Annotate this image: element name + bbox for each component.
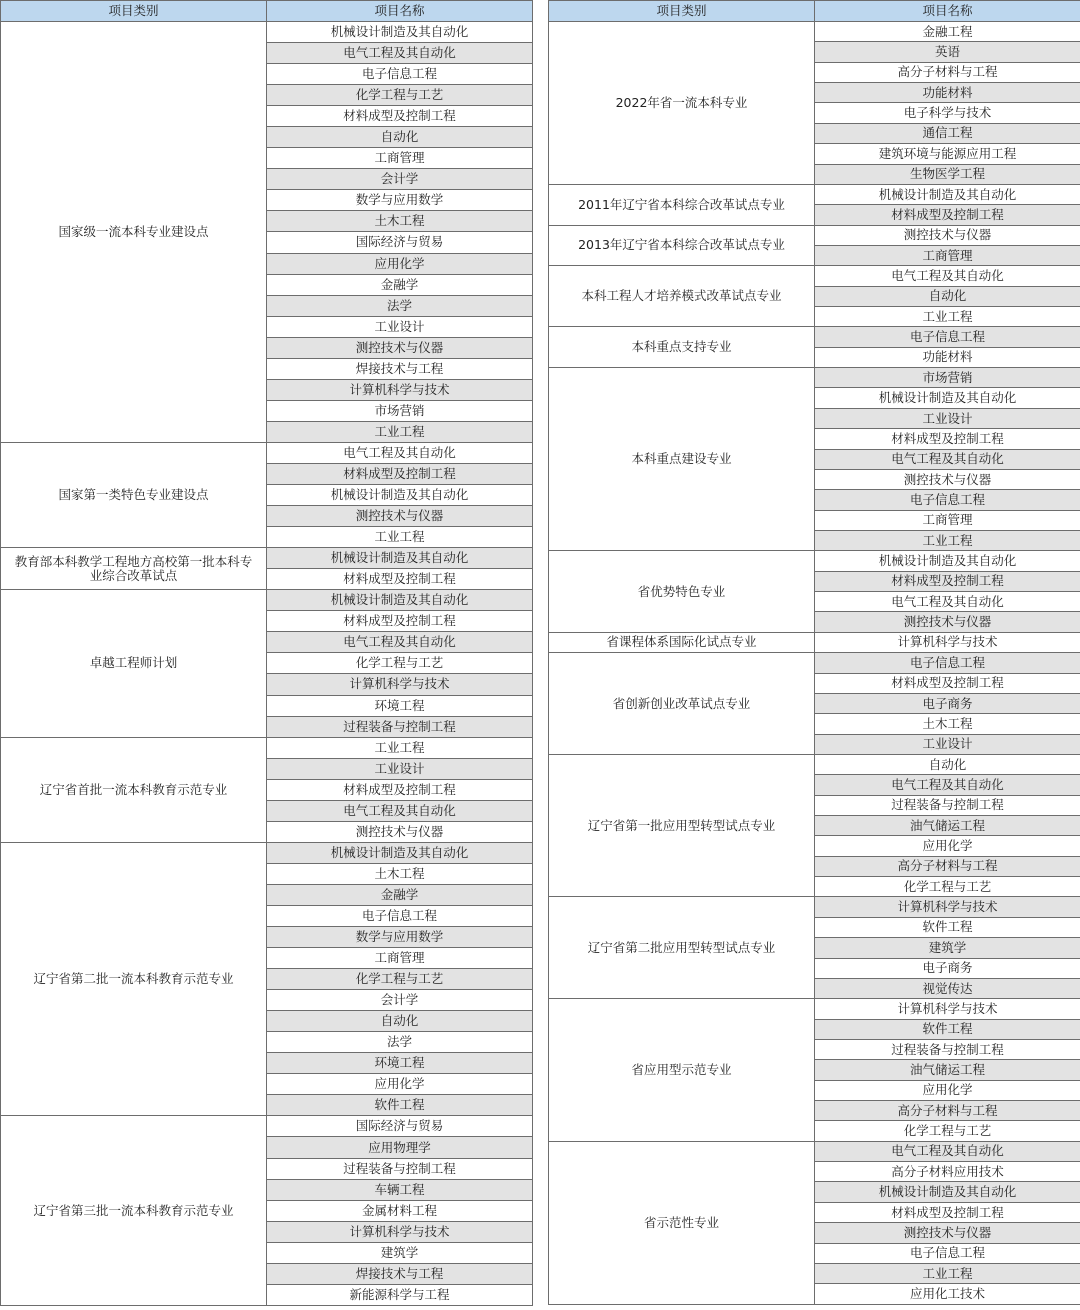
major-name-cell: 国际经济与贸易: [267, 1116, 533, 1137]
major-name-cell: 自动化: [815, 286, 1080, 306]
column-header-name: 项目名称: [815, 1, 1080, 22]
major-name-cell: 法学: [267, 295, 533, 316]
major-name-cell: 测控技术与仪器: [267, 506, 533, 527]
category-cell: 卓越工程师计划: [1, 590, 267, 737]
table-row: [1, 590, 533, 611]
major-name-cell: 工业设计: [267, 758, 533, 779]
table-row: [1, 842, 533, 863]
column-header-name: 项目名称: [267, 1, 533, 22]
major-name-cell: 工业工程: [267, 737, 533, 758]
major-name-cell: 工业设计: [815, 734, 1080, 754]
major-name-cell: 工商管理: [267, 948, 533, 969]
table-row: [549, 266, 1080, 286]
table-row: [549, 225, 1080, 245]
table-row: [549, 184, 1080, 204]
major-name-cell: 化学工程与工艺: [267, 85, 533, 106]
major-name-cell: 应用化学: [267, 1074, 533, 1095]
major-name-cell: 市场营销: [815, 368, 1080, 388]
major-name-cell: 金属材料工程: [267, 1200, 533, 1221]
header-row: [549, 1, 1080, 22]
category-cell: 省示范性专业: [549, 1141, 815, 1304]
major-name-cell: 电气工程及其自动化: [267, 632, 533, 653]
major-name-cell: 工业设计: [815, 408, 1080, 428]
category-cell: 省应用型示范专业: [549, 999, 815, 1142]
major-name-cell: 高分子材料应用技术: [815, 1162, 1080, 1182]
major-name-cell: 建筑学: [815, 938, 1080, 958]
major-name-cell: 电气工程及其自动化: [815, 775, 1080, 795]
major-name-cell: 数学与应用数学: [267, 190, 533, 211]
category-cell: 省创新创业改革试点专业: [549, 653, 815, 755]
major-name-cell: 环境工程: [267, 695, 533, 716]
major-name-cell: 机械设计制造及其自动化: [267, 842, 533, 863]
major-name-cell: 机械设计制造及其自动化: [815, 551, 1080, 571]
major-name-cell: 测控技术与仪器: [815, 1223, 1080, 1243]
header-row: [1, 1, 533, 22]
major-name-cell: 材料成型及控制工程: [815, 205, 1080, 225]
major-name-cell: 计算机科学与技术: [815, 999, 1080, 1019]
major-name-cell: 机械设计制造及其自动化: [815, 388, 1080, 408]
major-name-cell: 测控技术与仪器: [815, 225, 1080, 245]
major-name-cell: 计算机科学与技术: [267, 1221, 533, 1242]
major-name-cell: 视觉传达: [815, 978, 1080, 998]
major-name-cell: 工业工程: [815, 1263, 1080, 1283]
major-name-cell: 工业设计: [267, 316, 533, 337]
major-name-cell: 化学工程与工艺: [267, 653, 533, 674]
major-name-cell: 建筑环境与能源应用工程: [815, 144, 1080, 164]
table-row: [549, 754, 1080, 774]
category-cell: 国家第一类特色专业建设点: [1, 442, 267, 547]
major-name-cell: 测控技术与仪器: [267, 337, 533, 358]
major-name-cell: 应用物理学: [267, 1137, 533, 1158]
major-name-cell: 过程装备与控制工程: [267, 716, 533, 737]
major-name-cell: 电子科学与技术: [815, 103, 1080, 123]
major-name-cell: 材料成型及控制工程: [815, 673, 1080, 693]
major-name-cell: 工业工程: [267, 421, 533, 442]
major-name-cell: 机械设计制造及其自动化: [267, 590, 533, 611]
major-name-cell: 焊接技术与工程: [267, 1263, 533, 1284]
major-name-cell: 土木工程: [815, 714, 1080, 734]
table-row: [1, 1116, 533, 1137]
major-name-cell: 土木工程: [267, 863, 533, 884]
major-name-cell: 过程装备与控制工程: [815, 1039, 1080, 1059]
category-cell: 2022年省一流本科专业: [549, 22, 815, 185]
major-name-cell: 工商管理: [815, 245, 1080, 265]
major-name-cell: 材料成型及控制工程: [815, 429, 1080, 449]
category-cell: 辽宁省第二批应用型转型试点专业: [549, 897, 815, 999]
table-row: [1, 22, 533, 43]
major-name-cell: 高分子材料与工程: [815, 856, 1080, 876]
major-name-cell: 电子信息工程: [815, 1243, 1080, 1263]
major-name-cell: 环境工程: [267, 1053, 533, 1074]
major-name-cell: 软件工程: [815, 917, 1080, 937]
major-name-cell: 数学与应用数学: [267, 927, 533, 948]
table-row: [549, 327, 1080, 347]
major-name-cell: 化学工程与工艺: [815, 877, 1080, 897]
category-cell: 本科重点支持专业: [549, 327, 815, 368]
major-name-cell: 化学工程与工艺: [815, 1121, 1080, 1141]
major-name-cell: 电气工程及其自动化: [815, 449, 1080, 469]
major-name-cell: 自动化: [267, 1011, 533, 1032]
major-name-cell: 电子信息工程: [815, 327, 1080, 347]
major-name-cell: 土木工程: [267, 211, 533, 232]
major-name-cell: 应用化学: [267, 253, 533, 274]
table-row: [549, 22, 1080, 42]
category-cell: 2013年辽宁省本科综合改革试点专业: [549, 225, 815, 266]
major-name-cell: 电气工程及其自动化: [815, 592, 1080, 612]
table-row: [1, 737, 533, 758]
major-name-cell: 化学工程与工艺: [267, 969, 533, 990]
major-name-cell: 高分子材料与工程: [815, 62, 1080, 82]
column-header-category: 项目类别: [1, 1, 267, 22]
major-name-cell: 电气工程及其自动化: [267, 800, 533, 821]
major-name-cell: 过程装备与控制工程: [815, 795, 1080, 815]
table-row: [549, 653, 1080, 673]
major-name-cell: 工业工程: [815, 307, 1080, 327]
table-row: [549, 1141, 1080, 1161]
major-name-cell: 电子商务: [815, 958, 1080, 978]
table-row: [549, 368, 1080, 388]
category-cell: 辽宁省第三批一流本科教育示范专业: [1, 1116, 267, 1305]
category-cell: 辽宁省首批一流本科教育示范专业: [1, 737, 267, 842]
major-name-cell: 国际经济与贸易: [267, 232, 533, 253]
left-table-body: [1, 22, 533, 1306]
major-name-cell: 电气工程及其自动化: [815, 1141, 1080, 1161]
major-name-cell: 机械设计制造及其自动化: [815, 1182, 1080, 1202]
major-name-cell: 电子信息工程: [267, 905, 533, 926]
major-name-cell: 高分子材料与工程: [815, 1101, 1080, 1121]
major-name-cell: 计算机科学与技术: [815, 632, 1080, 652]
major-name-cell: 机械设计制造及其自动化: [267, 548, 533, 569]
major-name-cell: 新能源科学与工程: [267, 1284, 533, 1305]
major-name-cell: 机械设计制造及其自动化: [267, 22, 533, 43]
table-row: [549, 999, 1080, 1019]
major-name-cell: 材料成型及控制工程: [267, 569, 533, 590]
column-header-category: 项目类别: [549, 1, 815, 22]
major-name-cell: 功能材料: [815, 83, 1080, 103]
category-cell: 本科工程人才培养模式改革试点专业: [549, 266, 815, 327]
major-name-cell: 电气工程及其自动化: [267, 442, 533, 463]
major-name-cell: 软件工程: [815, 1019, 1080, 1039]
table-row: [1, 548, 533, 569]
major-name-cell: 建筑学: [267, 1242, 533, 1263]
major-name-cell: 应用化学: [815, 836, 1080, 856]
major-name-cell: 电子信息工程: [815, 490, 1080, 510]
major-name-cell: 材料成型及控制工程: [815, 1202, 1080, 1222]
major-name-cell: 材料成型及控制工程: [267, 106, 533, 127]
major-name-cell: 机械设计制造及其自动化: [815, 184, 1080, 204]
major-name-cell: 工业工程: [815, 530, 1080, 550]
major-name-cell: 自动化: [267, 127, 533, 148]
category-cell: 省课程体系国际化试点专业: [549, 632, 815, 652]
major-name-cell: 法学: [267, 1032, 533, 1053]
major-name-cell: 测控技术与仪器: [815, 612, 1080, 632]
right-majors-table: [548, 0, 1080, 1305]
major-name-cell: 自动化: [815, 754, 1080, 774]
table-row: [549, 632, 1080, 652]
major-name-cell: 电子商务: [815, 693, 1080, 713]
major-name-cell: 材料成型及控制工程: [815, 571, 1080, 591]
major-name-cell: 电子信息工程: [815, 653, 1080, 673]
major-name-cell: 功能材料: [815, 347, 1080, 367]
table-row: [549, 551, 1080, 571]
left-majors-table: [0, 0, 533, 1306]
major-name-cell: 计算机科学与技术: [815, 897, 1080, 917]
major-name-cell: 工商管理: [815, 510, 1080, 530]
major-name-cell: 材料成型及控制工程: [267, 611, 533, 632]
major-name-cell: 测控技术与仪器: [815, 469, 1080, 489]
major-name-cell: 工业工程: [267, 527, 533, 548]
major-name-cell: 市场营销: [267, 400, 533, 421]
major-name-cell: 油气储运工程: [815, 816, 1080, 836]
major-name-cell: 金融工程: [815, 22, 1080, 42]
category-cell: 2011年辽宁省本科综合改革试点专业: [549, 184, 815, 225]
category-cell: 本科重点建设专业: [549, 368, 815, 551]
major-name-cell: 电气工程及其自动化: [815, 266, 1080, 286]
table-row: [1, 442, 533, 463]
major-name-cell: 油气储运工程: [815, 1060, 1080, 1080]
major-name-cell: 生物医学工程: [815, 164, 1080, 184]
major-name-cell: 车辆工程: [267, 1179, 533, 1200]
major-name-cell: 过程装备与控制工程: [267, 1158, 533, 1179]
major-name-cell: 会计学: [267, 990, 533, 1011]
major-name-cell: 电子信息工程: [267, 64, 533, 85]
major-name-cell: 英语: [815, 42, 1080, 62]
category-cell: 辽宁省第二批一流本科教育示范专业: [1, 842, 267, 1116]
major-name-cell: 应用化工技术: [815, 1284, 1080, 1304]
major-name-cell: 材料成型及控制工程: [267, 463, 533, 484]
right-table-body: [549, 22, 1080, 1305]
category-cell: 省优势特色专业: [549, 551, 815, 632]
major-name-cell: 应用化学: [815, 1080, 1080, 1100]
category-cell: 国家级一流本科专业建设点: [1, 22, 267, 443]
category-cell: 教育部本科教学工程地方高校第一批本科专业综合改革试点: [1, 548, 267, 590]
table-row: [549, 897, 1080, 917]
major-name-cell: 焊接技术与工程: [267, 358, 533, 379]
major-name-cell: 通信工程: [815, 123, 1080, 143]
major-name-cell: 计算机科学与技术: [267, 674, 533, 695]
major-name-cell: 会计学: [267, 169, 533, 190]
major-name-cell: 计算机科学与技术: [267, 379, 533, 400]
major-name-cell: 金融学: [267, 884, 533, 905]
major-name-cell: 测控技术与仪器: [267, 821, 533, 842]
major-name-cell: 工商管理: [267, 148, 533, 169]
major-name-cell: 电气工程及其自动化: [267, 43, 533, 64]
category-cell: 辽宁省第一批应用型转型试点专业: [549, 754, 815, 897]
major-name-cell: 金融学: [267, 274, 533, 295]
major-name-cell: 材料成型及控制工程: [267, 779, 533, 800]
major-name-cell: 机械设计制造及其自动化: [267, 485, 533, 506]
major-name-cell: 软件工程: [267, 1095, 533, 1116]
